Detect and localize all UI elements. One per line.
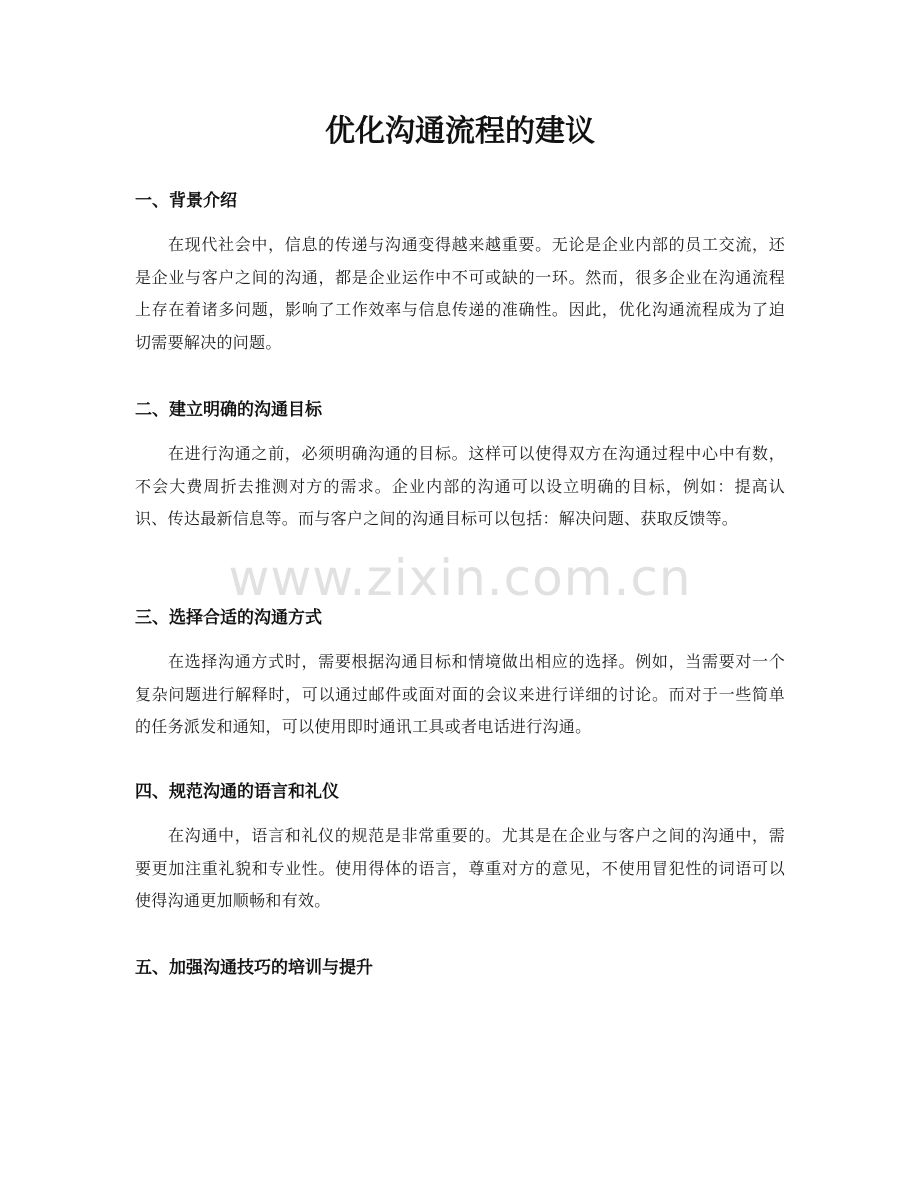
watermark: www.zixin.com.cn xyxy=(228,549,692,607)
section-heading: 二、建立明确的沟通目标 xyxy=(135,400,322,420)
section-skills-training xyxy=(135,956,785,980)
section-language-etiquette xyxy=(135,780,785,918)
section-heading: 五、加强沟通技巧的培训与提升 xyxy=(135,958,373,978)
section-paragraph: 在沟通中，语言和礼仪的规范是非常重要的。尤其是在企业与客户之间的沟通中，需要更加注重礼貌和专业性。使用得体的语言，尊重对方的意见，不使用冒犯性的词语可以使得沟通更加顺畅和有效。 xyxy=(135,826,785,910)
section-communication-method xyxy=(135,606,785,744)
section-heading: 一、背景介绍 xyxy=(135,191,237,211)
document-title: 优化沟通流程的建议 xyxy=(325,114,595,149)
section-heading: 三、选择合适的沟通方式 xyxy=(135,608,322,628)
section-paragraph: 在进行沟通之前，必须明确沟通的目标。这样可以使得双方在沟通过程中心中有数，不会大费周折去推测对方的需求。企业内部的沟通可以设立明确的目标，例如：提高认识、传达最新信息等。而与客户之间的沟通目标可以包括：解决问题、获取反馈等。 xyxy=(135,444,785,528)
section-paragraph: 在选择沟通方式时，需要根据沟通目标和情境做出相应的选择。例如，当需要对一个复杂问题进行解释时，可以通过邮件或面对面的会议来进行详细的讨论。而对于一些简单的任务派发和通知，可以使用即时通讯工具或者电话进行沟通。 xyxy=(135,652,785,736)
section-heading: 四、规范沟通的语言和礼仪 xyxy=(135,782,339,802)
section-clear-goals xyxy=(135,398,785,536)
section-paragraph: 在现代社会中，信息的传递与沟通变得越来越重要。无论是企业内部的员工交流，还是企业与客户之间的沟通，都是企业运作中不可或缺的一环。然而，很多企业在沟通流程上存在着诸多问题，影响了工作效率与信息传递的准确性。因此，优化沟通流程成为了迫切需要解决的问题。 xyxy=(135,235,785,352)
section-background xyxy=(135,189,785,359)
